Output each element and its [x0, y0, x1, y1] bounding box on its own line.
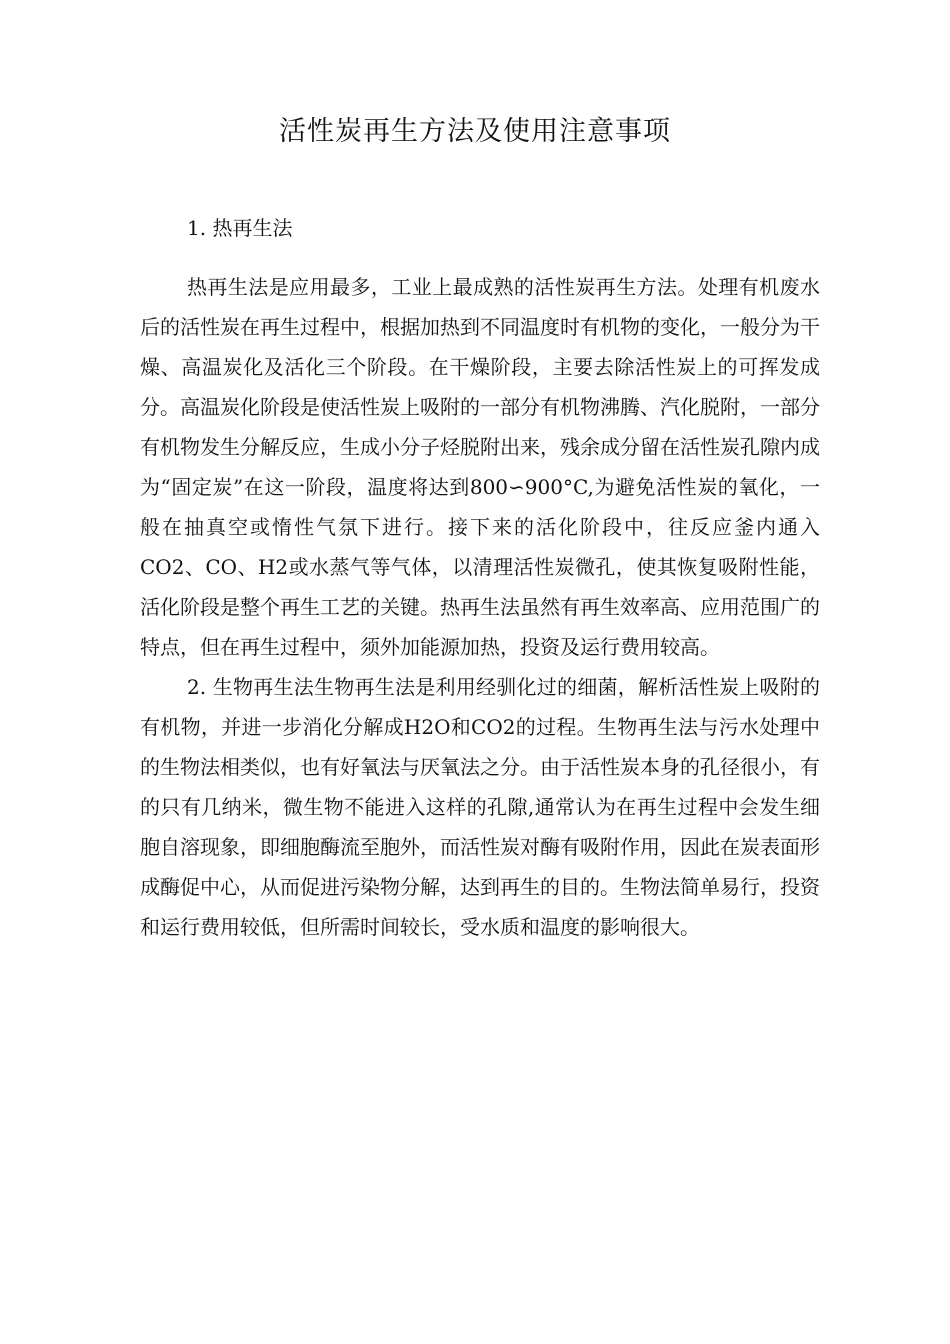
page-title: 活性炭再生方法及使用注意事项 — [279, 116, 671, 147]
document-body — [140, 208, 820, 947]
section-heading-thermal-regeneration: 1. 热再生法 — [187, 216, 293, 240]
paragraph-thermal-regeneration: 热再生法是应用最多，工业上最成熟的活性炭再生方法。处理有机废水后的活性炭在再生过程中，根据加热到不同温度时有机物的变化，一般分为干燥、高温炭化及活化三个阶段。在干燥阶段，主要去除活性炭上的可挥发成分。高温炭化阶段是使活性炭上吸附的一部分有机物沸腾、汽化脱附，一部分有机物发生分解反应，生成小分子烃脱附出来，残余成分留在活性炭孔隙内成为“固定炭”在这一阶段，温度将达到800∽900°C,为避免活性炭的氧化，一般在抽真空或惰性气氛下进行。接下来的活化阶段中，往反应釜内通入CO2、CO、H2或水蒸气等气体，以清理活性炭微孔，使其恢复吸附性能，活化阶段是整个再生工艺的关键。热再生法虽然有再生效率高、应用范围广的特点，但在再生过程中，须外加能源加热，投资及运行费用较高。 — [140, 275, 820, 659]
paragraph-biological-regeneration: 2. 生物再生法生物再生法是利用经驯化过的细菌，解析活性炭上吸附的有机物，并进一步消化分解成H2O和CO2的过程。生物再生法与污水处理中的生物法相类似，也有好氧法与厌氧法之分。由于活性炭本身的孔径很小，有的只有几纳米，微生物不能进入这样的孔隙,通常认为在再生过程中会发生细胞自溶现象，即细胞酶流至胞外，而活性炭对酶有吸附作用，因此在炭表面形成酶促中心，从而促进污染物分解，达到再生的目的。生物法简单易行，投资和运行费用较低，但所需时间较长，受水质和温度的影响很大。 — [140, 675, 820, 939]
